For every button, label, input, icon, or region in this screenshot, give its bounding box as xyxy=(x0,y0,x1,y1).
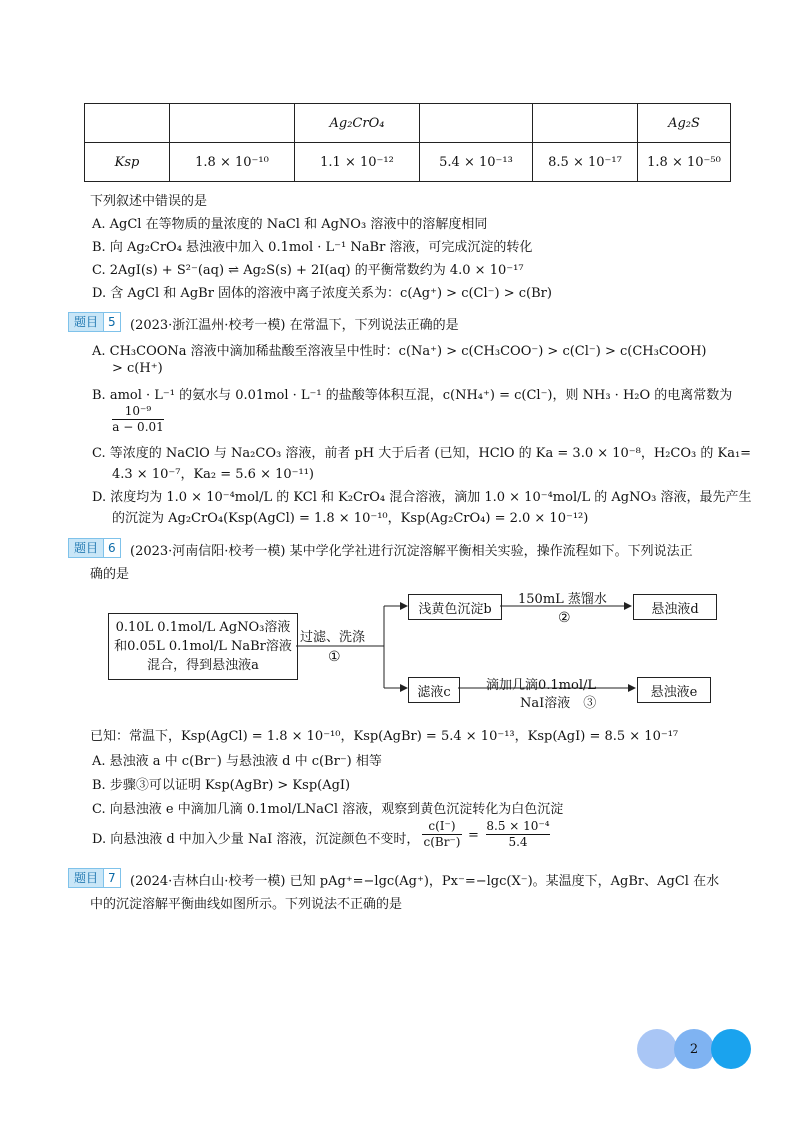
option-b: B. 向 Ag₂CrO₄ 悬浊液中加入 0.1mol · L⁻¹ NaBr 溶液，可完成沉淀的转化 xyxy=(92,240,533,255)
option-c: C. 向悬浊液 e 中滴加几滴 0.1mol/LNaCl 溶液，观察到黄色沉淀转化为白色沉淀 xyxy=(92,802,564,817)
fraction-numerator: 10⁻⁹ xyxy=(124,404,152,418)
question-stem-cont: 中的沉淀溶解平衡曲线如图所示。下列说法不正确的是 xyxy=(90,897,403,912)
page-circle xyxy=(711,1029,751,1069)
fraction-denominator: a − 0.01 xyxy=(112,420,164,434)
option-d: D. 向悬浊液 d 中加入少量 NaI 溶液，沉淀颜色不变时， xyxy=(92,832,420,847)
flow-box-e: 悬浊液e xyxy=(637,677,711,703)
fraction-numerator: c(I⁻) xyxy=(428,819,456,833)
question-stem-cont: 确的是 xyxy=(90,567,130,582)
flow-start-line: 0.10L 0.1mol/L AgNO₃溶液 xyxy=(115,620,291,635)
flow-box-d: 悬浊液d xyxy=(633,594,717,620)
option-c: C. 等浓度的 NaClO 与 Na₂CO₃ 溶液，前者 pH 大于后者 (已知，HClO 的 Ka = 3.0 × 10⁻⁸，H₂CO₃ 的 Ka₁= xyxy=(92,446,752,461)
option-c-cont: 4.3 × 10⁻⁷，Ka₂ = 5.6 × 10⁻¹¹) xyxy=(112,467,315,482)
flow-start-line: 混合，得到悬浊液a xyxy=(147,658,259,673)
flow-step2-number: ② xyxy=(558,610,571,626)
option-a: A. 悬浊液 a 中 c(Br⁻) 与悬浊液 d 中 c(Br⁻) 相等 xyxy=(92,754,382,769)
option-a: A. AgCl 在等物质的量浓度的 NaCl 和 AgNO₃ 溶液中的溶解度相同 xyxy=(92,217,488,232)
question-tag xyxy=(68,869,121,887)
flow-step1-label: 过滤、洗涤 xyxy=(300,630,366,645)
fraction-numerator: 8.5 × 10⁻⁴ xyxy=(486,819,550,833)
fraction-denominator: 5.4 xyxy=(486,834,550,849)
flow-start-line: 和0.05L 0.1mol/L NaBr溶液 xyxy=(114,639,292,654)
fraction xyxy=(422,819,462,849)
question-stem: (2023·浙江温州·校考一模) 在常温下，下列说法正确的是 xyxy=(130,318,459,333)
table-cell: 1.1 × 10⁻¹² xyxy=(295,143,420,182)
flow-step3-label: NaI溶液 ③ xyxy=(520,696,597,711)
option-b: B. 步骤③可以证明 Ksp(AgBr) > Ksp(AgI) xyxy=(92,778,351,793)
table-cell: Ag₂CrO₄ xyxy=(295,104,420,143)
flow-step1-number: ① xyxy=(328,649,341,665)
flow-step3-label: 滴加几滴0.1mol/L xyxy=(486,678,596,693)
table-cell: 5.4 × 10⁻¹³ xyxy=(420,143,533,182)
question-number: 7 xyxy=(103,868,121,888)
option-d: D. 浓度均为 1.0 × 10⁻⁴mol/L 的 KCl 和 K₂CrO₄ 混合溶液，滴加 1.0 × 10⁻⁴mol/L 的 AgNO₃ 溶液，最先产生 xyxy=(92,490,752,505)
option-b: B. amol · L⁻¹ 的氨水与 0.01mol · L⁻¹ 的盐酸等体积互混，c(NH₄⁺) = c(Cl⁻)，则 NH₃ · H₂O 的电离常数为 xyxy=(92,388,733,403)
page-circle xyxy=(637,1029,677,1069)
table-cell: 8.5 × 10⁻¹⁷ xyxy=(533,143,638,182)
table-cell: 1.8 × 10⁻⁵⁰ xyxy=(638,143,731,182)
page-number: 2 xyxy=(674,1029,714,1069)
question-label: 题目 xyxy=(68,312,104,332)
option-a-cont: > c(H⁺) xyxy=(112,361,163,376)
question-stem: 下列叙述中错误的是 xyxy=(90,194,208,209)
table-cell: Ag₂S xyxy=(638,104,731,143)
question-stem: (2023·河南信阳·校考一模) 某中学化学社进行沉淀溶解平衡相关实验，操作流程如下。下列说法正 xyxy=(130,544,693,559)
option-a: A. CH₃COONa 溶液中滴加稀盐酸至溶液呈中性时：c(Na⁺) > c(CH₃COO⁻) > c(Cl⁻) > c(CH₃COOH) xyxy=(92,344,707,359)
flow-box-b: 浅黄色沉淀b xyxy=(408,594,502,620)
fraction-denominator: c(Br⁻) xyxy=(423,835,461,849)
equals-sign: = xyxy=(468,828,479,843)
flow-box-c: 滤液c xyxy=(408,677,460,703)
table-cell: 1.8 × 10⁻¹⁰ xyxy=(170,143,295,182)
question-label: 题目 xyxy=(68,868,104,888)
option-d-cont: 的沉淀为 Ag₂CrO₄(Ksp(AgCl) = 1.8 × 10⁻¹⁰，Ksp(Ag₂CrO₄) = 2.0 × 10⁻¹²) xyxy=(112,511,589,526)
question-label: 题目 xyxy=(68,538,104,558)
option-c: C. 2AgI(s) + S²⁻(aq) ⇌ Ag₂S(s) + 2I(aq) 的平衡常数约为 4.0 × 10⁻¹⁷ xyxy=(92,263,524,278)
fraction xyxy=(486,819,550,849)
question-number: 5 xyxy=(103,312,121,332)
question-number: 6 xyxy=(103,538,121,558)
question-stem: (2024·吉林白山·校考一模) 已知 pAg⁺=−lgc(Ag⁺)，Px⁻=−lgc(X⁻)。某温度下，AgBr、AgCl 在水 xyxy=(130,874,720,889)
known-conditions: 已知：常温下，Ksp(AgCl) = 1.8 × 10⁻¹⁰，Ksp(AgBr) = 5.4 × 10⁻¹³，Ksp(AgI) = 8.5 × 10⁻¹⁷ xyxy=(90,729,679,744)
option-d: D. 含 AgCl 和 AgBr 固体的溶液中离子浓度关系为：c(Ag⁺) > c(Cl⁻) > c(Br) xyxy=(92,286,552,301)
flow-step2-label: 150mL 蒸馏水 xyxy=(518,592,607,607)
table-cell: Ksp xyxy=(85,143,170,182)
